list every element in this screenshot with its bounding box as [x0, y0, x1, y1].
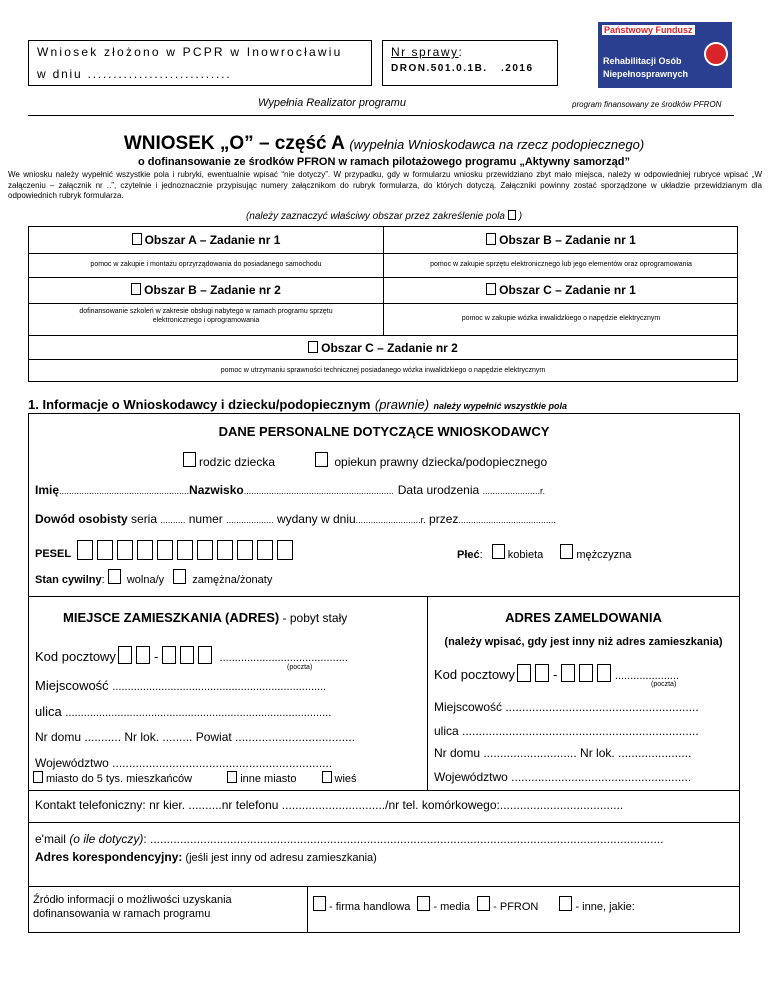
logo-text-1: Państwowy Fundusz	[604, 25, 693, 35]
area-b2-checkbox[interactable]	[131, 283, 141, 295]
src-pfron-checkbox[interactable]	[477, 896, 490, 911]
header-rule	[28, 115, 734, 116]
pesel-digit[interactable]	[237, 540, 253, 560]
case-year: .2016	[501, 63, 534, 74]
pesel-digit[interactable]	[197, 540, 213, 560]
registration-post-office-label: (poczta)	[651, 681, 677, 688]
area-b2[interactable]: Obszar B – Zadanie nr 2	[29, 283, 383, 297]
pesel-digit[interactable]	[217, 540, 233, 560]
registration-title: ADRES ZAMELDOWANIA	[505, 610, 662, 625]
mark-note: (należy zaznaczyć właściwy obszar przez zakreślenie pola )	[245, 211, 523, 222]
date-text: w dniu ............................	[37, 67, 232, 81]
id-row[interactable]: Dowód osobisty seria .......... numer ................... wydany w dniu..........................r. przez.......................................	[35, 512, 556, 526]
registration-city[interactable]: Miejscowość ..........................................................	[434, 700, 699, 714]
residence-locality-type: miasto do 5 tys. mieszkańców inne miasto wieś	[33, 771, 357, 785]
areas-table	[28, 226, 738, 382]
residence-voivodeship[interactable]: Województwo ..................................................................	[35, 756, 333, 770]
case-number-value: DRON.501.0.1B.	[391, 63, 488, 74]
src-media-checkbox[interactable]	[417, 896, 430, 911]
option-guardian[interactable]: opiekun prawny dziecka/podopiecznego	[315, 452, 547, 469]
main-form	[28, 413, 740, 933]
guardian-checkbox[interactable]	[315, 452, 328, 467]
registration-postal[interactable]: Kod pocztowy - .....................	[434, 664, 679, 682]
parent-checkbox[interactable]	[183, 452, 196, 467]
name-row[interactable]: Imię....................................................Nazwisko............................................................ Data urodzenia .......................r.	[35, 483, 546, 497]
checkbox-sample-icon	[508, 210, 516, 220]
gender-row: Płeć: kobieta mężczyzna	[457, 544, 631, 561]
pesel-digit[interactable]	[97, 540, 113, 560]
pesel-digit[interactable]	[137, 540, 153, 560]
option-parent[interactable]: rodzic dziecka	[183, 452, 275, 469]
loc-town-checkbox[interactable]	[33, 771, 43, 783]
src-other-checkbox[interactable]	[559, 896, 572, 911]
residence-title: MIEJSCE ZAMIESZKANIA (ADRES) - pobyt stały	[63, 610, 348, 625]
area-c1-checkbox[interactable]	[486, 283, 496, 295]
logo-text-3: Niepełnosprawnych	[603, 69, 689, 79]
area-b1-desc: pomoc w zakupie sprzętu elektronicznego lub jego elementów oraz oprogramowania	[430, 261, 692, 268]
area-b2-desc: dofinansowanie szkoleń w zakresie obsługi nabytego w ramach programu sprzętu elektronicznego i oprogramowania	[79, 308, 333, 324]
personal-title: DANE PERSONALNE DOTYCZĄCE WNIOSKODAWCY	[218, 424, 550, 439]
submitted-text: Wniosek złożono w PCPR w Inowrocławiu	[37, 45, 343, 59]
registration-note: (należy wpisać, gdy jest inny niż adres zamieszkania)	[444, 636, 723, 648]
correspondence-row[interactable]: Adres korespondencyjny: (jeśli jest inny od adresu zamieszkania)	[35, 850, 377, 864]
source-options: - firma handlowa - media - PFRON - inne, jakie:	[313, 896, 635, 913]
civil-single-checkbox[interactable]	[108, 569, 121, 584]
form-subtitle: o dofinansowanie ze środków PFRON w ramach pilotażowego programu „Aktywny samorząd”	[137, 156, 631, 168]
case-number-label: Nr sprawy	[391, 45, 459, 59]
area-b1-checkbox[interactable]	[486, 233, 496, 245]
logo-text-2: Rehabilitacji Osób	[603, 56, 682, 66]
registration-voivodeship[interactable]: Województwo ......................................................	[434, 770, 692, 784]
pesel-digit[interactable]	[77, 540, 93, 560]
residence-house[interactable]: Nr domu ........... Nr lok. ......... Powiat ....................................	[35, 730, 356, 744]
area-a1-checkbox[interactable]	[132, 233, 142, 245]
registration-street[interactable]: ulica .......................................................................	[434, 724, 699, 738]
civil-married-checkbox[interactable]	[173, 569, 186, 584]
residence-post-office-label: (poczta)	[287, 664, 313, 671]
submission-box	[28, 40, 372, 86]
gender-female-checkbox[interactable]	[492, 544, 505, 559]
phone-row[interactable]: Kontakt telefoniczny: nr kier. ..........nr telefonu .............................../nr tel. komórkowego:.....................................	[35, 798, 624, 812]
loc-city-checkbox[interactable]	[227, 771, 237, 783]
pesel-digit[interactable]	[257, 540, 273, 560]
section1-heading: 1. Informacje o Wnioskodawcy i dziecku/podopiecznym (prawnie) należy wypełnić wszystkie pola	[28, 397, 568, 412]
area-b1[interactable]: Obszar B – Zadanie nr 1	[384, 233, 738, 247]
src-company-checkbox[interactable]	[313, 896, 326, 911]
filled-by-label: Wypełnia Realizator programu	[258, 97, 406, 109]
case-number-box: Nr sprawy: DRON.501.0.1B. .2016	[382, 40, 558, 86]
pesel-digit[interactable]	[177, 540, 193, 560]
area-c2-checkbox[interactable]	[308, 341, 318, 353]
instructions: We wniosku należy wypełnić wszystkie pola i rubryki, ewentualnie wpisać “nie dotyczy”. W przypadku, gdy w formularzu wniosku przewidziano zbyt mało miejsca, należy w odpowiedniej rubryce wpisać „W załączeniu – załącznik nr ..”, czytelnie i jednoznacznie przypisując numery załącznikom do rubryk formularza, do których dotyczą. Załączniki powinny zostać sporządzone w układzie przewidzianym dla odpowiednich rubryk formularza.	[8, 170, 762, 200]
logo-circle-icon	[704, 42, 728, 66]
loc-village-checkbox[interactable]	[322, 771, 332, 783]
area-c2[interactable]: Obszar C – Zadanie nr 2	[29, 341, 737, 355]
residence-street[interactable]: ulica .......................................................................................	[35, 704, 332, 719]
area-a1-desc: pomoc w zakupie i montażu oprzyrządowania do posiadanego samochodu	[90, 261, 322, 268]
pesel-digit[interactable]	[157, 540, 173, 560]
source-label: Źródło informacji o możliwości uzyskania dofinansowania w ramach programu	[33, 894, 232, 920]
residence-postal[interactable]: Kod pocztowy - ..........................................	[35, 646, 348, 664]
area-a1[interactable]: Obszar A – Zadanie nr 1	[29, 233, 383, 247]
registration-house[interactable]: Nr domu ............................ Nr lok. ......................	[434, 746, 692, 760]
email-row[interactable]: e'mail (o ile dotyczy): ..........................................................................................................................................................	[35, 832, 664, 846]
pesel-digit[interactable]	[117, 540, 133, 560]
gender-male-checkbox[interactable]	[560, 544, 573, 559]
civil-row: Stan cywilny: wolna/y zamężna/żonaty	[35, 569, 272, 586]
financed-label: program finansowany ze środków PFRON	[572, 100, 722, 109]
pfron-logo	[598, 22, 732, 88]
area-c1[interactable]: Obszar C – Zadanie nr 1	[384, 283, 738, 297]
residence-city[interactable]: Miejscowość ......................................................................	[35, 678, 327, 693]
pesel-digit[interactable]	[277, 540, 293, 560]
area-c1-desc: pomoc w zakupie wózka inwalidzkiego o napędzie elektrycznym	[461, 315, 661, 322]
area-c2-desc: pomoc w utrzymaniu sprawności technicznej posiadanego wózka inwalidzkiego o napędzie elektrycznym	[220, 367, 546, 374]
form-title: WNIOSEK „O” – część A (wypełnia Wnioskodawca na rzecz podopiecznego)	[123, 133, 645, 154]
pesel-row[interactable]: PESEL	[35, 540, 297, 560]
